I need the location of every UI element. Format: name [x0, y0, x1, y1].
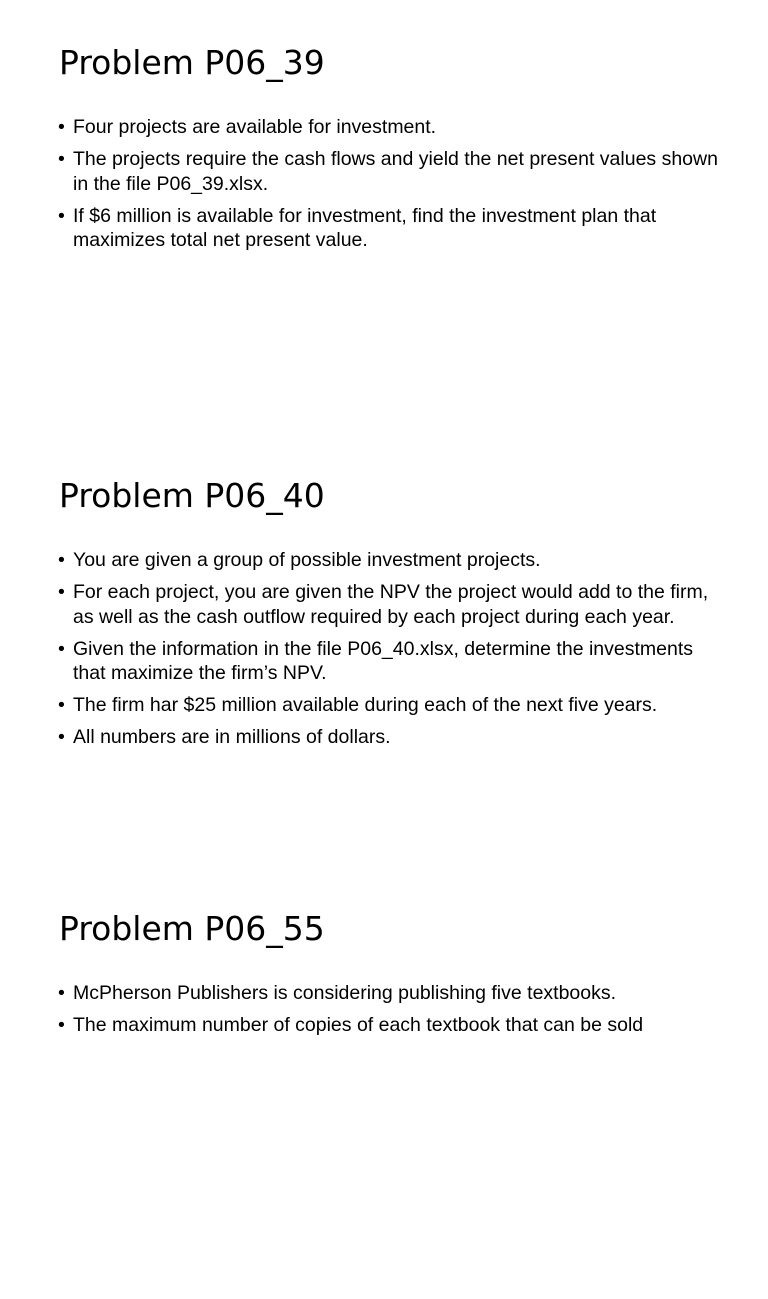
- slide-problem-p06-39: [0, 0, 768, 433]
- slide-title: Problem P06_55: [59, 909, 325, 948]
- bullet-item: [58, 115, 718, 140]
- bullet-list: [58, 115, 718, 260]
- bullet-icon: •: [58, 116, 65, 138]
- bullet-item: [58, 548, 718, 573]
- bullet-list: [58, 981, 718, 1045]
- bullet-icon: •: [58, 637, 65, 660]
- bullet-item: [58, 981, 718, 1006]
- bullet-item: [58, 580, 718, 629]
- slide-problem-p06-55: [0, 866, 768, 1299]
- bullet-text: Four projects are available for investment.: [73, 116, 437, 138]
- bullet-list: [58, 548, 718, 757]
- bullet-text: If $6 million is available for investment, find the investment plan that maximizes total net present value.: [73, 204, 657, 251]
- slide-title: Problem P06_39: [59, 43, 325, 82]
- bullet-item: [58, 725, 718, 750]
- bullet-icon: •: [58, 581, 65, 603]
- bullet-icon: •: [58, 549, 65, 571]
- bullet-text: McPherson Publishers is considering publishing five textbooks.: [73, 982, 617, 1004]
- slide-title: Problem P06_40: [59, 476, 325, 515]
- bullet-icon: •: [58, 1014, 65, 1036]
- bullet-icon: •: [58, 694, 65, 716]
- bullet-icon: •: [58, 726, 65, 748]
- bullet-text: The firm har $25 million available during each of the next five years.: [73, 694, 658, 716]
- bullet-text: For each project, you are given the NPV the project would add to the firm, as well as the cash outflow required by each project during each year.: [73, 581, 709, 628]
- bullet-item: [58, 693, 718, 718]
- bullet-item: [58, 1013, 718, 1038]
- bullet-text: The maximum number of copies of each textbook that can be sold: [73, 1014, 644, 1036]
- bullet-text: You are given a group of possible investment projects.: [73, 549, 541, 571]
- slide-problem-p06-40: [0, 433, 768, 866]
- bullet-text: Given the information in the file P06_40.xlsx, determine the investments that maximize the firm’s NPV.: [73, 637, 693, 684]
- bullet-icon: •: [58, 204, 65, 227]
- bullet-icon: •: [58, 982, 65, 1004]
- bullet-text: The projects require the cash flows and yield the net present values shown in the file P06_39.xlsx.: [73, 148, 718, 195]
- bullet-item: [58, 147, 718, 196]
- bullet-icon: •: [58, 148, 65, 170]
- bullet-item: [58, 204, 718, 253]
- bullet-text: All numbers are in millions of dollars.: [73, 726, 391, 748]
- bullet-item: [58, 637, 718, 686]
